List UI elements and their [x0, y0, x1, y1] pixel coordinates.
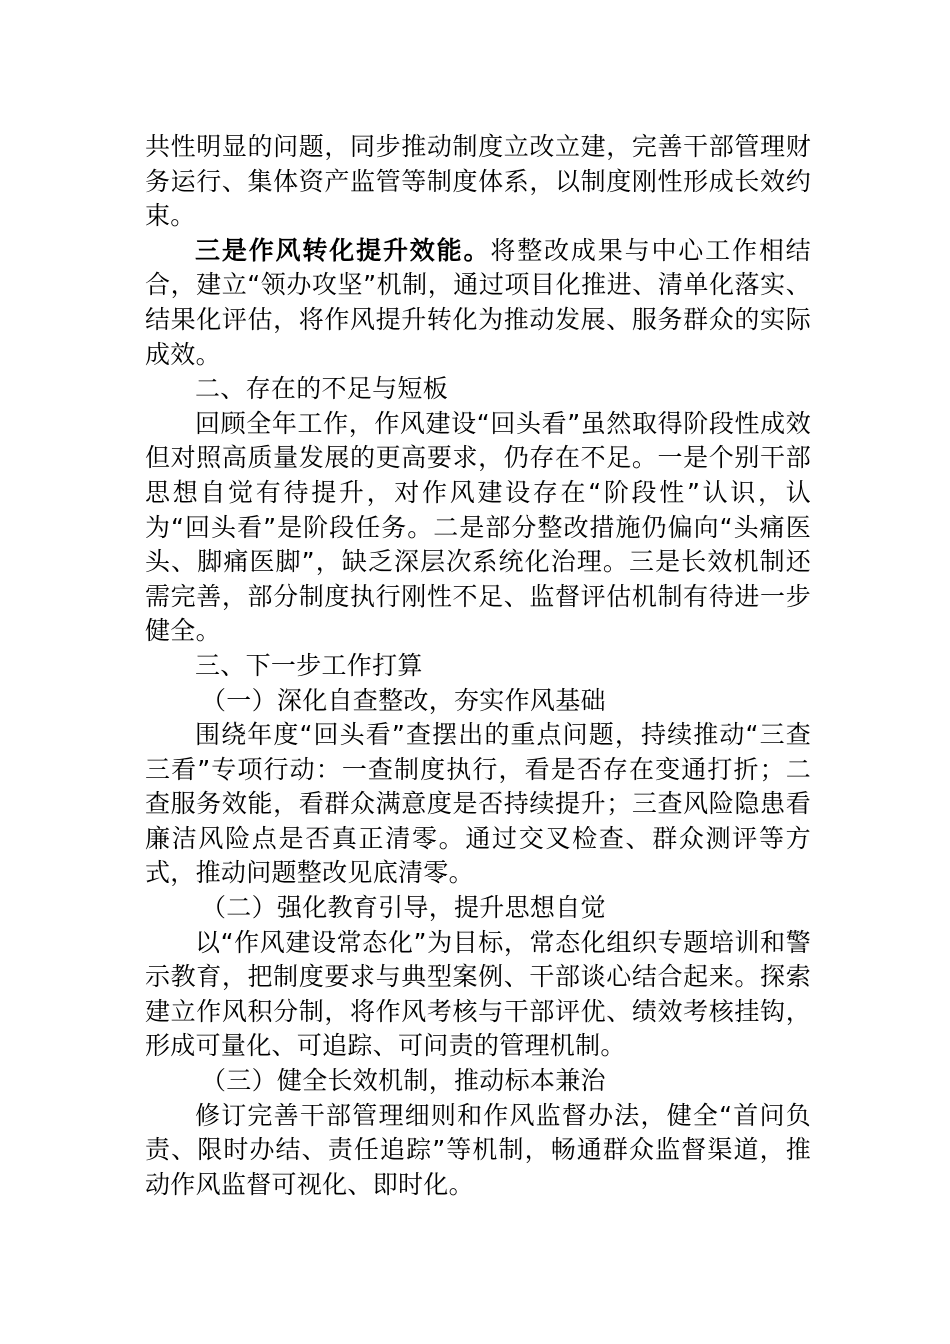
subsection-heading-3: （三）健全长效机制，推动标本兼治 [201, 1066, 606, 1096]
section-heading-next-steps: 三、下一步工作打算 [195, 650, 423, 680]
paragraph-lead-bold: 三是作风转化提升效能。 [195, 235, 491, 265]
paragraph-body: 将整改成果与中心工作相结合，建立“领办攻坚”机制，通过项目化推进、清单化落实、结果化评估，将作风提升转化为推动发展、服务群众的实际成效。 [145, 235, 811, 369]
document-page [145, 130, 811, 1202]
section-heading-shortcomings: 二、存在的不足与短板 [195, 374, 449, 404]
paragraph-long-term-mechanism: 修订完善干部管理细则和作风监督办法，健全“首问负责、限时办结、责任追踪”等机制，畅通群众监督渠道，推动作风监督可视化、即时化。 [145, 1100, 811, 1199]
paragraph-education: 以“作风建设常态化”为目标，常态化组织专题培训和警示教育，把制度要求与典型案例、干部谈心结合起来。探索建立作风积分制，将作风考核与干部评优、绩效考核挂钩，形成可量化、可追踪、可问责的管理机制。 [145, 927, 811, 1061]
subsection-heading-1: （一）深化自查整改，夯实作风基础 [201, 685, 606, 715]
subsection-heading-2: （二）强化教育引导，提升思想自觉 [201, 893, 606, 923]
paragraph-style-transformation [145, 234, 811, 372]
paragraph-institution-building: 共性明显的问题，同步推动制度立改立建，完善干部管理财务运行、集体资产监管等制度体系，以制度刚性形成长效约束。 [145, 132, 811, 231]
paragraph-self-inspection: 围绕年度“回头看”查摆出的重点问题，持续推动“三查三看”专项行动：一查制度执行，看是否存在变通打折；二查服务效能，看群众满意度是否持续提升；三查风险隐患看廉洁风险点是否真正清零。通过交叉检查、群众测评等方式，推动问题整改见底清零。 [145, 720, 811, 888]
paragraph-shortcomings: 回顾全年工作，作风建设“回头看”虽然取得阶段性成效但对照高质量发展的更高要求，仍存在不足。一是个别干部思想自觉有待提升，对作风建设存在“阶段性”认识，认为“回头看”是阶段任务。二是部分整改措施仍偏向“头痛医头、脚痛医脚”，缺乏深层次系统化治理。三是长效机制还需完善，部分制度执行刚性不足、监督评估机制有待进一步健全。 [145, 408, 811, 646]
